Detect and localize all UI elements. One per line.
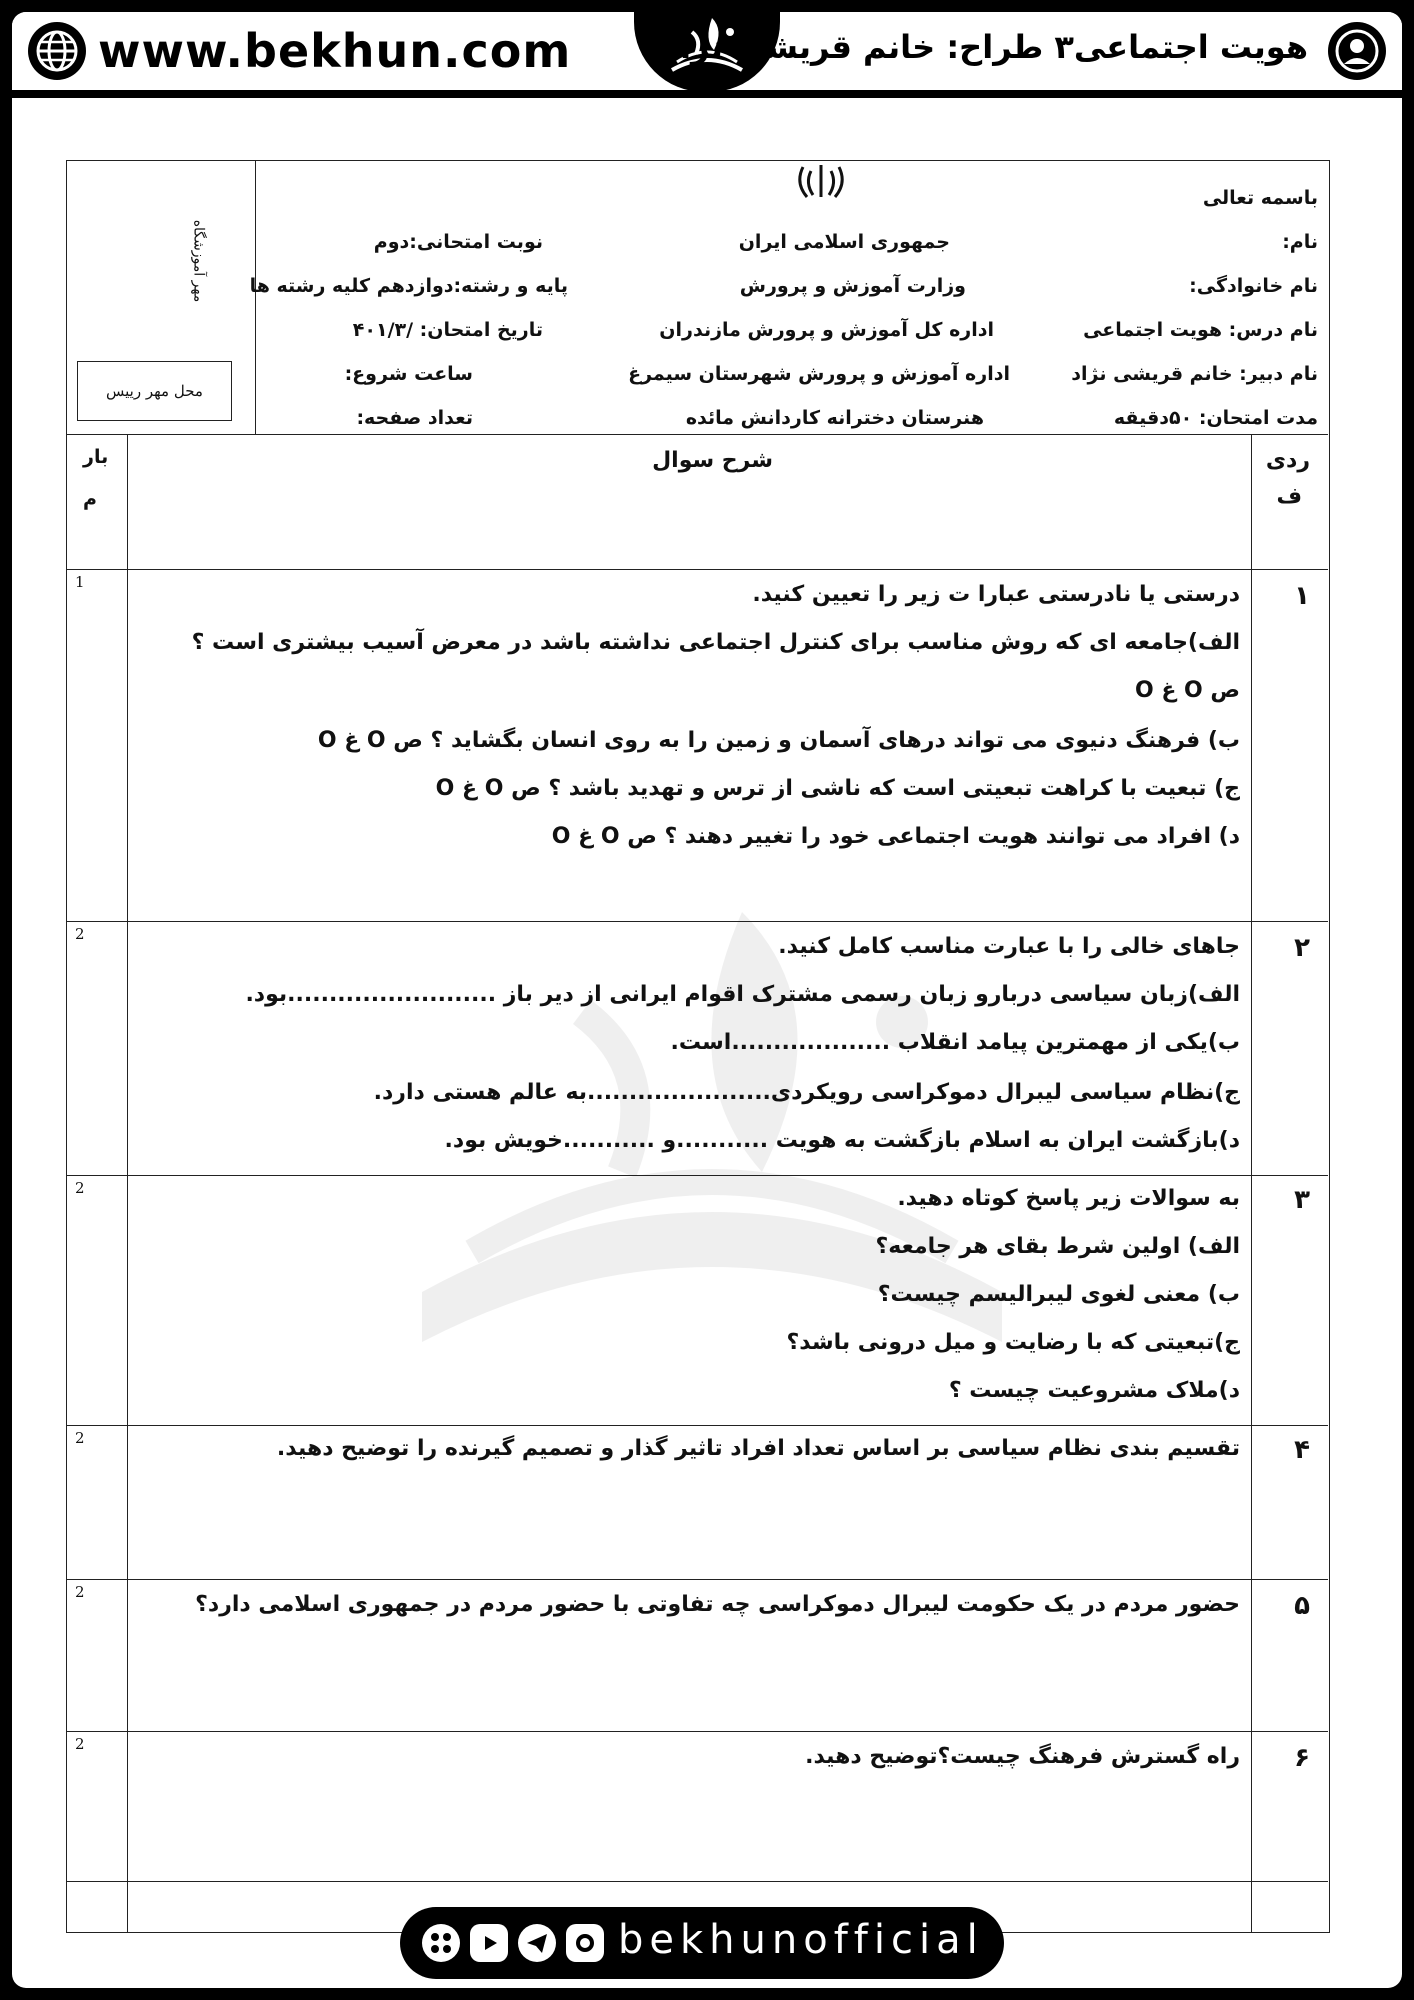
question-item: د) افراد می توانند هویت اجتماعی خود را تغییر دهند ؟ ص O غ O [551,824,1240,849]
question-score: 2 [75,1735,85,1753]
question-prompt: جاهای خالی را با عبارت مناسب کامل کنید. [778,934,1240,959]
aparat-icon[interactable] [422,1924,460,1962]
exam-sheet [66,160,1330,1933]
banner-title: هویت اجتماعی۳ طراح: خانم قریشی نژاد [663,28,1308,66]
stamp-column [67,161,256,434]
grade-field: پایه و رشته:دوازدهم کلیه رشته ها [249,275,568,297]
question-prompt: درستی یا نادرستی عبارا ت زیر را تعیین کنید. [752,582,1240,607]
site-url-link[interactable]: www.bekhun.com [98,24,572,78]
row-col-label-2: ف [1276,484,1302,509]
question-item: ب)یکی از مهمترین پیامد انقلاب ...................است. [670,1030,1240,1055]
question-score: 1 [75,573,85,591]
question-item: د)بازگشت ایران به اسلام بازگشت به هویت ...........و ...........خویش بود. [444,1128,1240,1153]
question-number: ۴ [1294,1435,1310,1465]
org-line-1: جمهوری اسلامی ایران [738,231,950,253]
name-label: نام: [1282,231,1318,253]
question-item: ج) تبعیت با کراهت تبعیتی است که ناشی از ترس و تهدید باشد ؟ ص O غ O [435,776,1240,801]
globe-icon [28,22,86,80]
question-item: الف) اولین شرط بقای هر جامعه؟ [875,1234,1240,1259]
org-line-2: وزارت آموزش و پرورش [739,275,966,297]
telegram-icon[interactable] [518,1924,556,1962]
teacher-name: نام دبیر: خانم قریشی نژاد [1071,363,1318,385]
question-number: ۳ [1294,1185,1310,1215]
question-row [67,1579,1328,1732]
page [12,12,1402,1988]
question-prompt: حضور مردم در یک حکومت لیبرال دموکراسی چه تفاوتی با حضور مردم در جمهوری اسلامی دارد؟ [195,1592,1240,1617]
question-number: ۲ [1294,933,1310,963]
question-prompt: به سوالات زیر پاسخ کوتاه دهید. [897,1186,1240,1211]
social-handle[interactable]: bekhunofficial [618,1917,984,1963]
table-header-row [67,434,1328,570]
question-item: د)ملاک مشروعیت چیست ؟ [948,1378,1240,1403]
exam-turn: نوبت امتحانی:دوم [373,231,543,253]
user-icon [1328,22,1386,80]
page-count: تعداد صفحه: [356,407,473,429]
exam-header [67,161,1328,435]
question-item: ب) معنی لغوی لیبرالیسم چیست؟ [877,1282,1240,1307]
question-col-label: شرح سوال [652,448,773,473]
score-col-label: بار [83,446,109,468]
family-label: نام خانوادگی: [1189,275,1318,297]
question-score: 2 [75,1429,85,1447]
course-name: نام درس: هویت اجتماعی [1083,319,1318,341]
score-col-label-2: م [83,488,97,510]
question-item: ج)نظام سیاسی لیبرال دموکراسی رویکردی......................به عالم هستی دارد. [373,1080,1240,1105]
question-item: ج)تبعیتی که با رضایت و میل درونی باشد؟ [786,1330,1240,1355]
start-time: ساعت شروع: [344,363,473,385]
question-score: 2 [75,1179,85,1197]
instagram-icon[interactable] [566,1924,604,1962]
question-row [67,921,1328,1176]
exam-date: تاریخ امتحان: /۴۰۱/۳ [352,319,543,341]
question-item: الف)جامعه ای که روش مناسب برای کنترل اجتماعی نداشته باشد در معرض آسیب بیشتری است ؟ [191,630,1240,655]
question-number: ۱ [1294,581,1310,611]
org-line-3: اداره کل آموزش و پرورش مازندران [659,319,994,341]
question-score: 2 [75,925,85,943]
youtube-icon[interactable] [470,1924,508,1962]
org-line-5: هنرستان دخترانه کاردانش مائده [685,407,984,429]
question-row [67,569,1328,922]
exam-duration: مدت امتحان: ۵۰دقیقه [1113,407,1318,429]
social-icons [422,1924,604,1962]
org-line-4: اداره آموزش و پرورش شهرستان سیمرغ [628,363,1010,385]
question-item: الف)زبان سیاسی دربارو زبان رسمی مشترک اقوام ایرانی از دیر باز .........................بود. [245,982,1240,1007]
question-score: 2 [75,1583,85,1601]
top-banner [12,12,1402,98]
iran-emblem-icon [795,163,847,201]
question-item: ب) فرهنگ دنیوی می تواند درهای آسمان و زمین را به روی انسان بگشاید ؟ ص O غ O [317,728,1240,753]
question-prompt: راه گسترش فرهنگ چیست؟توضیح دهید. [805,1744,1240,1769]
bismillah: باسمه تعالی [1202,187,1318,209]
social-footer [400,1907,1004,1979]
question-number: ۵ [1294,1591,1310,1621]
question-row [67,1731,1328,1882]
question-prompt: تقسیم بندی نظام سیاسی بر اساس تعداد افراد تاثیر گذار و تصمیم گیرنده را توضیح دهید. [276,1436,1240,1461]
question-row [67,1425,1328,1580]
question-choices: ص O غ O [1134,678,1240,703]
question-row [67,1175,1328,1426]
question-number: ۶ [1294,1743,1310,1773]
school-stamp-label: مهر آموزشگاه [190,219,207,303]
row-col-label: ردی [1265,448,1310,473]
principal-stamp-box: محل مهر رییس [77,361,232,421]
